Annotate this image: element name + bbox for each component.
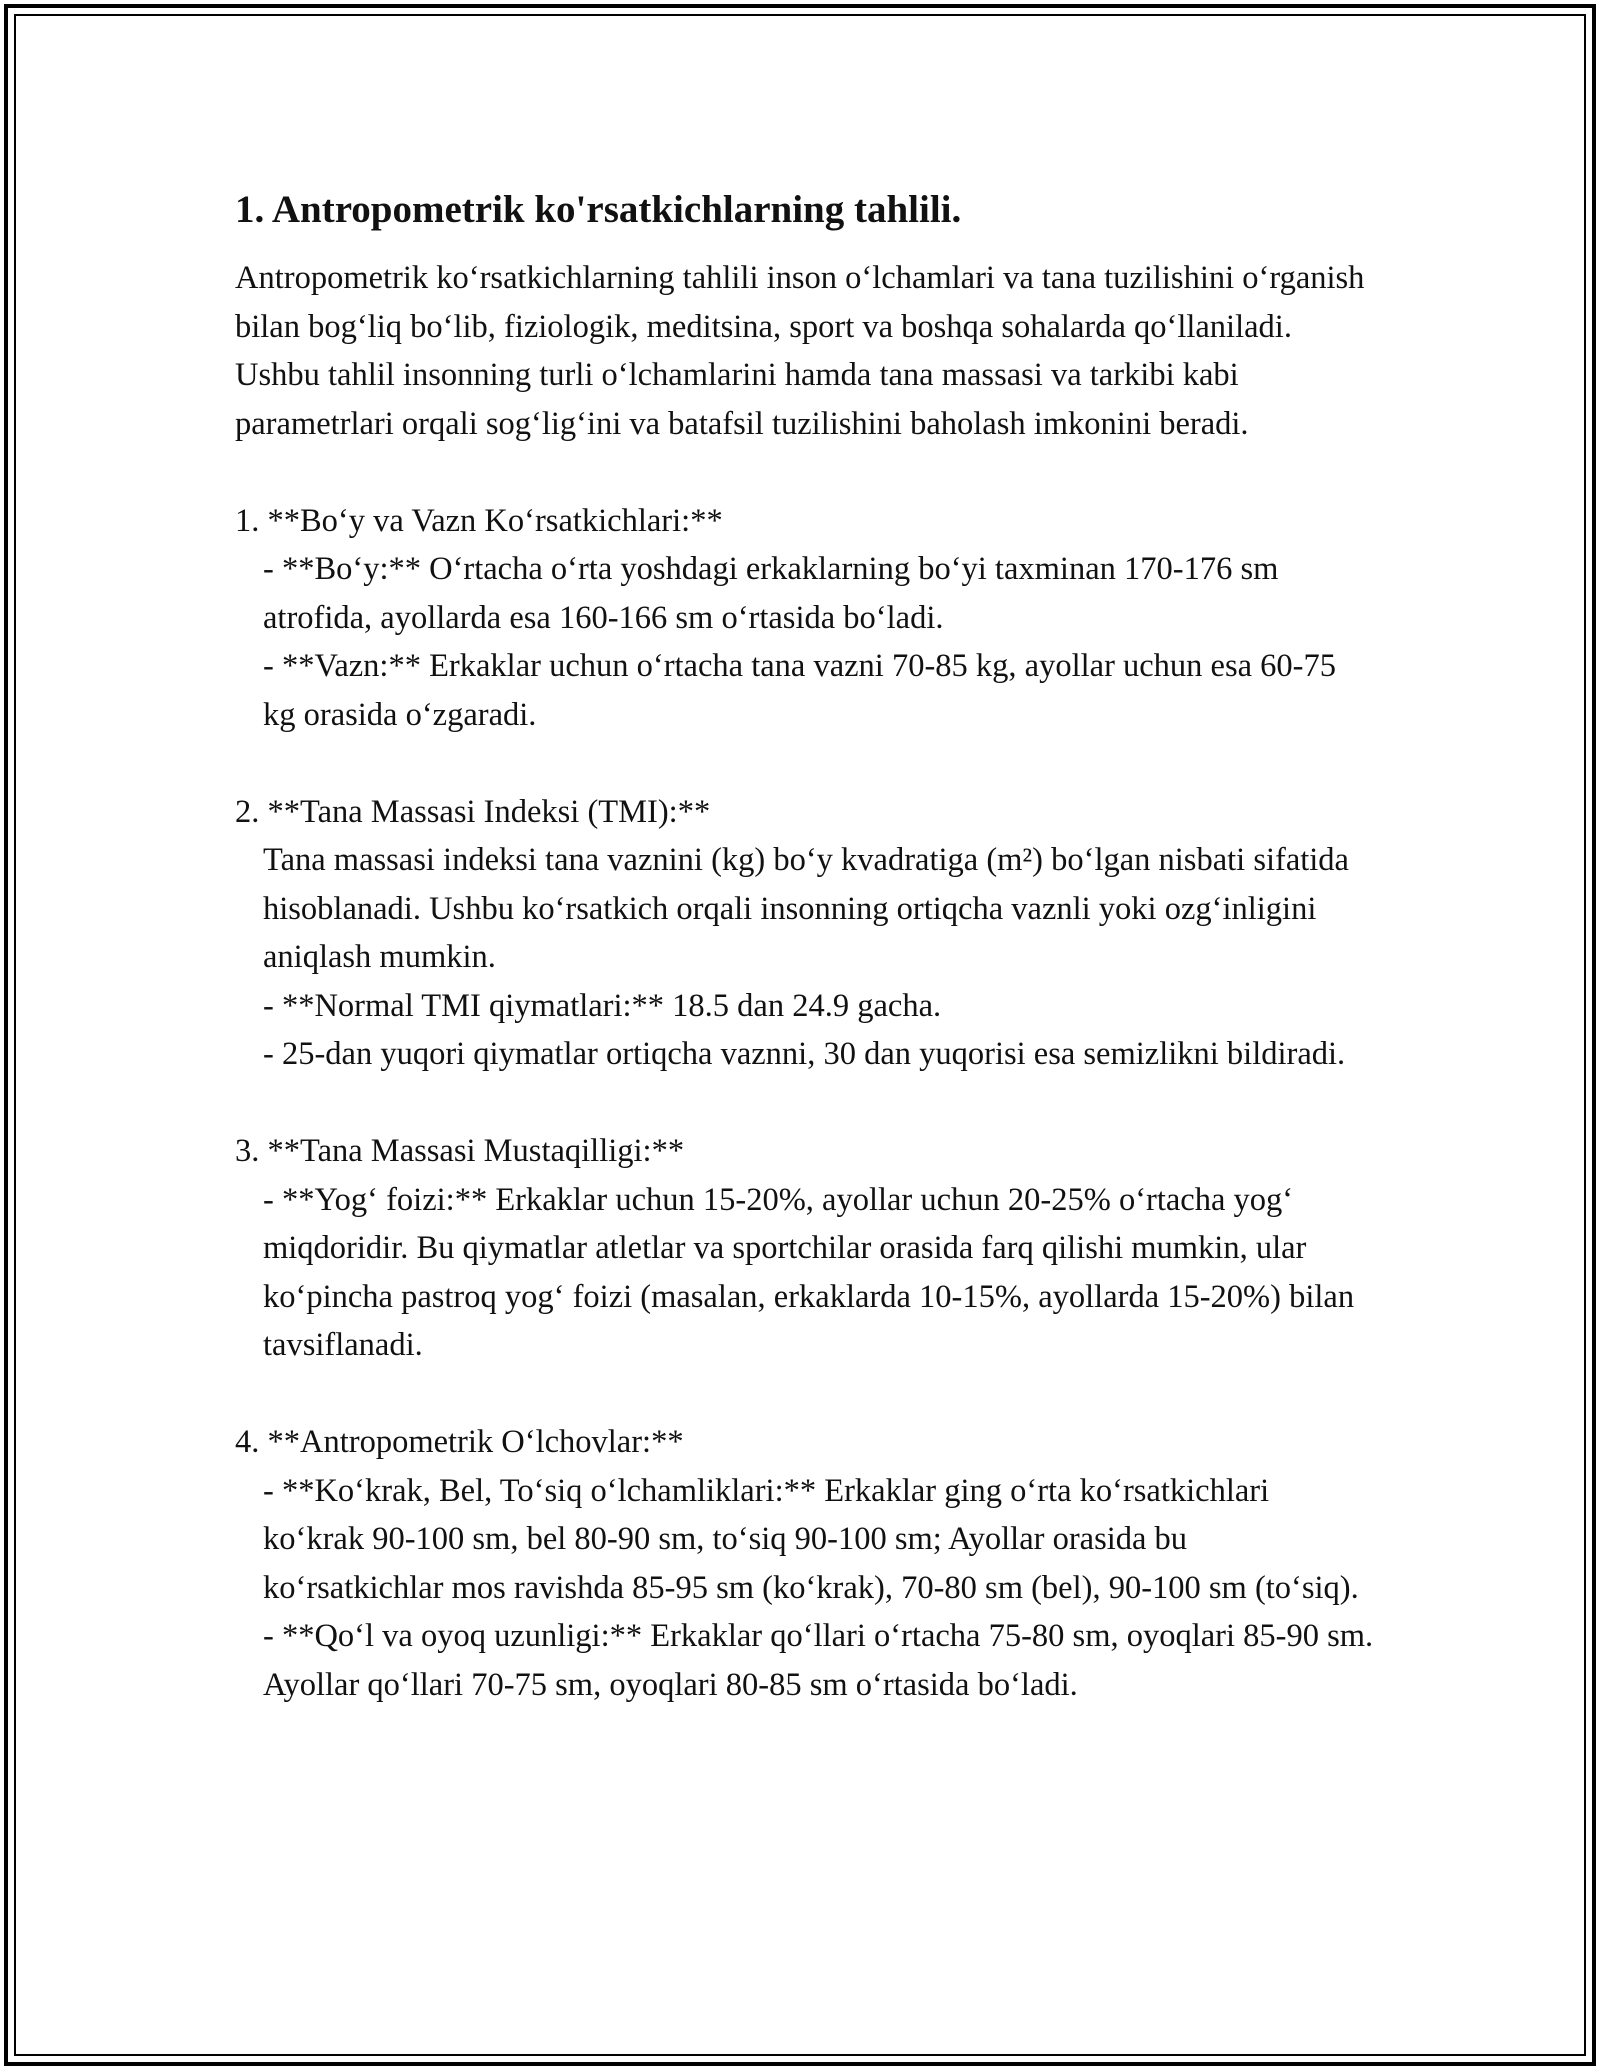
section-bmi [235, 788, 1375, 1079]
section-item: - **Vazn:** Erkaklar uchun o‘rtacha tana vazni 70-85 kg, ayollar uchun esa 60-75 kg orasida o‘zgaradi. [263, 648, 1345, 733]
intro-paragraph: Antropometrik ko‘rsatkichlarning tahlili inson o‘lchamlari va tana tuzilishini o‘rganish bilan bog‘liq bo‘lib, fiziologik, meditsina, sport va boshqa sohalarda qo‘llaniladi. Ushbu tahlil insonning turli o‘lchamlarini hamda tana massasi va tarkibi kabi parametrlari orqali sog‘lig‘ini va batafsil tuzilishini baholash imkonini beradi. [235, 260, 1373, 442]
section-item: - **Bo‘y:** O‘rtacha o‘rta yoshdagi erkaklarning bo‘yi taxminan 170-176 sm atrofida, ayollarda esa 160-166 sm o‘rtasida bo‘ladi. [263, 551, 1287, 636]
document-title: 1. Antropometrik ko'rsatkichlarning tahlili. [235, 188, 962, 231]
section-item: - **Yog‘ foizi:** Erkaklar uchun 15-20%, ayollar uchun 20-25% o‘rtacha yog‘ miqdoridir. Bu qiymatlar atletlar va sportchilar orasida farq qilishi mumkin, ular ko‘pincha pastroq yog‘ foizi (masalan, erkaklarda 10-15%, ayollarda 15-20%) bilan tavsiflanadi. [263, 1181, 1363, 1363]
section-heading: 3. **Tana Massasi Mustaqilligi:** [235, 1133, 685, 1169]
section-heading: 4. **Antropometrik O‘lchovlar:** [235, 1424, 684, 1460]
section-item: - 25-dan yuqori qiymatlar ortiqcha vaznni, 30 dan yuqorisi esa semizlikni bildiradi. [263, 1036, 1346, 1072]
document-body [235, 186, 1380, 1709]
section-height-weight [235, 497, 1375, 740]
section-item: - **Qo‘l va oyoq uzunligi:** Erkaklar qo‘llari o‘rtacha 75-80 sm, oyoqlari 85-90 sm. Ayollar qo‘llari 70-75 sm, oyoqlari 80-85 sm o‘rtasida bo‘ladi. [263, 1618, 1380, 1703]
section-item: - **Ko‘krak, Bel, To‘siq o‘lchamliklari:** Erkaklar ging o‘rta ko‘rsatkichlari ko‘krak 90-100 sm, bel 80-90 sm, to‘siq 90-100 sm; Ayollar orasida bu ko‘rsatkichlar mos ravishda 85-95 sm (ko‘krak), 70-80 sm (bel), 90-100 sm (to‘siq). [263, 1472, 1359, 1606]
section-item: Tana massasi indeksi tana vaznini (kg) bo‘y kvadratiga (m²) bo‘lgan nisbati sifatida hisoblanadi. Ushbu ko‘rsatkich orqali insonning ortiqcha vaznli yoki ozg‘inligini aniqlash mumkin. [263, 842, 1358, 975]
section-heading: 2. **Tana Massasi Indeksi (TMI):** [235, 793, 711, 830]
section-heading: 1. **Bo‘y va Vazn Ko‘rsatkichlari:** [235, 502, 723, 539]
section-measurements [235, 1418, 1380, 1709]
section-item: - **Normal TMI qiymatlari:** 18.5 dan 24.9 gacha. [263, 987, 942, 1024]
section-body-mass [235, 1127, 1375, 1370]
